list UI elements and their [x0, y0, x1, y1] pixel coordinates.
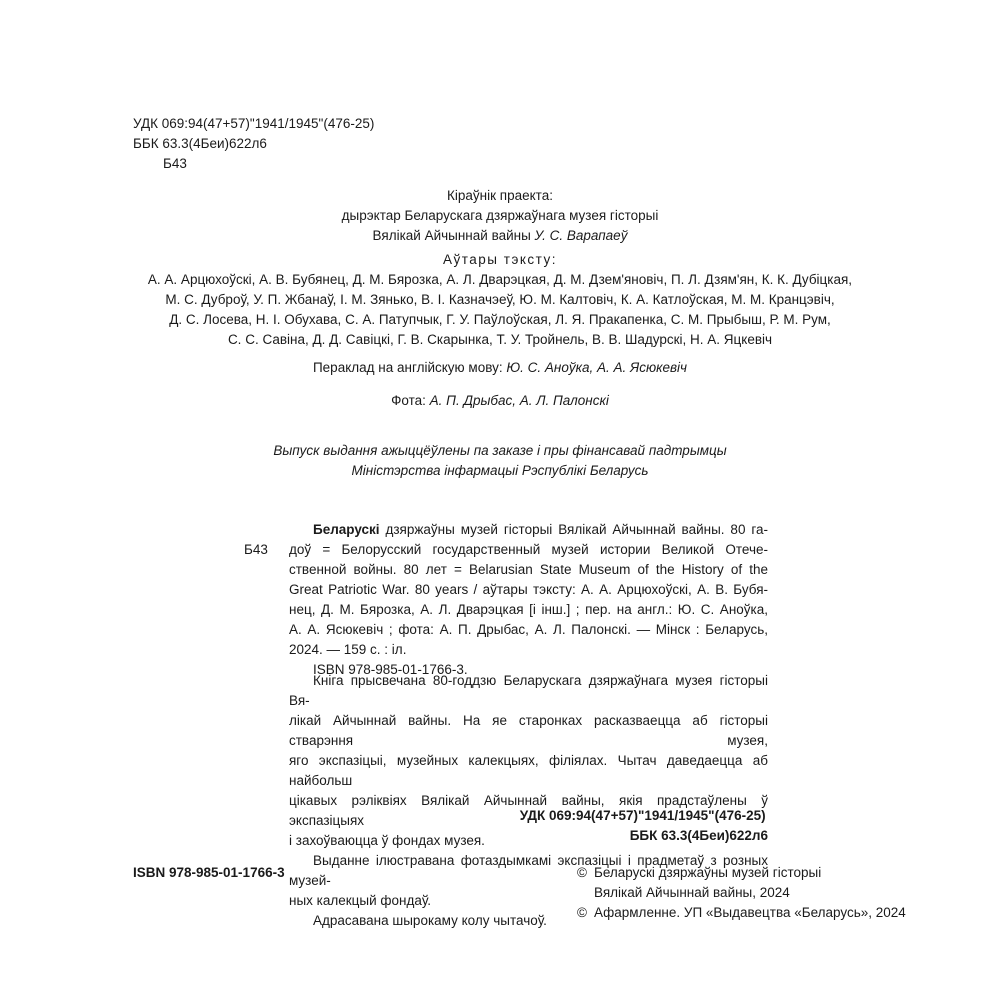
- authors-line: С. С. Савіна, Д. Д. Савіцкі, Г. В. Скарынка, Т. У. Тройнель, В. В. Шадурскі, Н. А. Яцкевіч: [227, 332, 773, 347]
- project-head-line2: [200, 226, 800, 246]
- authors-line: Д. С. Лосева, Н. І. Обухава, С. А. Патупчык, Г. У. Паўлоўская, Л. Я. Пракапенка, С. М. Прыбыш, Р. М. Рум,: [169, 312, 831, 327]
- catalog-line: А. А. Ясюкевіч ; фота: А. П. Дрыбас, А. Л. Палонскі. — Мінск : Беларусь,: [289, 622, 768, 637]
- support-note: [200, 441, 800, 481]
- bbk-code: ББК 63.3(4Беи)622л6: [133, 136, 267, 151]
- project-head-name: У. С. Варапаеў: [534, 228, 628, 243]
- footer-isbn: ISBN 978-985-01-1766-3: [133, 865, 285, 880]
- copyright-icon: ©: [577, 865, 587, 880]
- header-codes: [133, 114, 374, 174]
- udk-bold: УДК 069:94(47+57)"1941/1945"(476-25): [519, 808, 766, 823]
- authors-label: Аўтары тэксту:: [443, 252, 557, 267]
- catalog-line: [289, 520, 768, 540]
- catalog-code: Б43: [244, 542, 268, 557]
- illustrated-line: ных калекцый фондаў.: [289, 893, 431, 908]
- catalog-line: нец, Д. М. Бярозка, А. Л. Дварэцкая [і інш.] ; пер. на англ.: Ю. С. Аноўка,: [289, 602, 768, 617]
- catalog-line: Great Patriotic War. 80 years / аўтары тэксту: А. А. Арцюхоўскі, А. В. Бубя-: [289, 582, 768, 597]
- illustrated-line: Выданне ілюстравана фотаздымкамі экспазіцыі і прадметаў з розных музей-: [289, 853, 768, 888]
- project-head-line1: дырэктар Беларускага дзяржаўнага музея гісторыі: [341, 208, 659, 223]
- translation-names: Ю. С. Аноўка, А. А. Ясюкевіч: [506, 360, 688, 375]
- bbk-bold: ББК 63.3(4Беи)622л6: [629, 828, 768, 843]
- support-line1: Выпуск выдання ажыццёўлены па заказе і пры фінансавай падтрымцы: [273, 443, 727, 458]
- abstract-line: яго экспазіцыі, музейных калекцыях, філіялах. Чытач даведаецца аб найбольш: [289, 753, 768, 788]
- classification-codes: [520, 806, 768, 846]
- authors-line: М. С. Дуброў, У. П. Жбанаў, І. М. Зянько, В. І. Казначэеў, Ю. М. Калтовіч, К. А. Катлоўская, М. М. Кранцэвіч,: [165, 292, 835, 307]
- copyright-block: [577, 863, 906, 923]
- abstract-line: цікавых рэліквіях Вялікай Айчыннай вайны, якія прадстаўлены ў экспазіцыях: [289, 793, 768, 828]
- photo-line: [200, 391, 800, 411]
- authors-line: А. А. Арцюхоўскі, А. В. Бубянец, Д. М. Бярозка, А. Л. Дварэцкая, Д. М. Дзем'яновіч, П. Л. Дзям'ян, К. К. Дубіцкая,: [147, 272, 853, 287]
- catalog-line: 2024. — 159 с. : іл.: [289, 642, 407, 657]
- copyright1-line1: Беларускі дзяржаўны музей гісторыі: [594, 865, 822, 880]
- translation-line: [200, 358, 800, 378]
- audience-line: Адрасавана шырокаму колу чытачоў.: [313, 913, 547, 928]
- abstract-line: лікай Айчыннай вайны. На яе старонках расказваецца аб гісторыі стварэння музея,: [289, 713, 768, 748]
- project-head-block: [200, 186, 800, 246]
- abstract-line: і захоўваюцца ў фондах музея.: [289, 833, 485, 848]
- catalog-isbn: ISBN 978-985-01-1766-3.: [313, 662, 468, 677]
- support-line2: Міністэрства інфармацыі Рэспублікі Беларусь: [351, 463, 649, 478]
- translation-label: Пераклад на англійскую мову:: [312, 360, 507, 375]
- copyright-icon: ©: [577, 905, 587, 920]
- photo-names: А. П. Дрыбас, А. Л. Палонскі: [429, 393, 609, 408]
- copyright2: Афармленне. УП «Выдавецтва «Беларусь», 2024: [594, 905, 906, 920]
- copyright1-line2: Вялікай Айчыннай вайны, 2024: [594, 885, 790, 900]
- photo-label: Фота:: [391, 393, 430, 408]
- author-code: Б43: [163, 156, 187, 171]
- abstract-line: Кніга прысвечана 80-годдзю Беларускага дзяржаўнага музея гісторыі Вя-: [289, 673, 768, 708]
- catalog-description: [289, 520, 768, 680]
- udk-code: УДК 069:94(47+57)"1941/1945"(476-25): [133, 116, 375, 131]
- catalog-line-text: дзяржаўны музей гісторыі Вялікай Айчыннай вайны. 80 га-: [379, 522, 768, 537]
- catalog-line: доў = Белорусский государственный музей истории Великой Отече-: [289, 542, 768, 557]
- project-head-line2-text: Вялікай Айчыннай вайны: [372, 228, 535, 243]
- catalog-title-bold: Беларускі: [313, 522, 380, 537]
- project-head-label: Кіраўнік праекта:: [447, 188, 553, 203]
- authors-block: [100, 250, 900, 350]
- catalog-line: ственной войны. 80 лет = Belarusian State Museum of the History of the: [289, 562, 768, 577]
